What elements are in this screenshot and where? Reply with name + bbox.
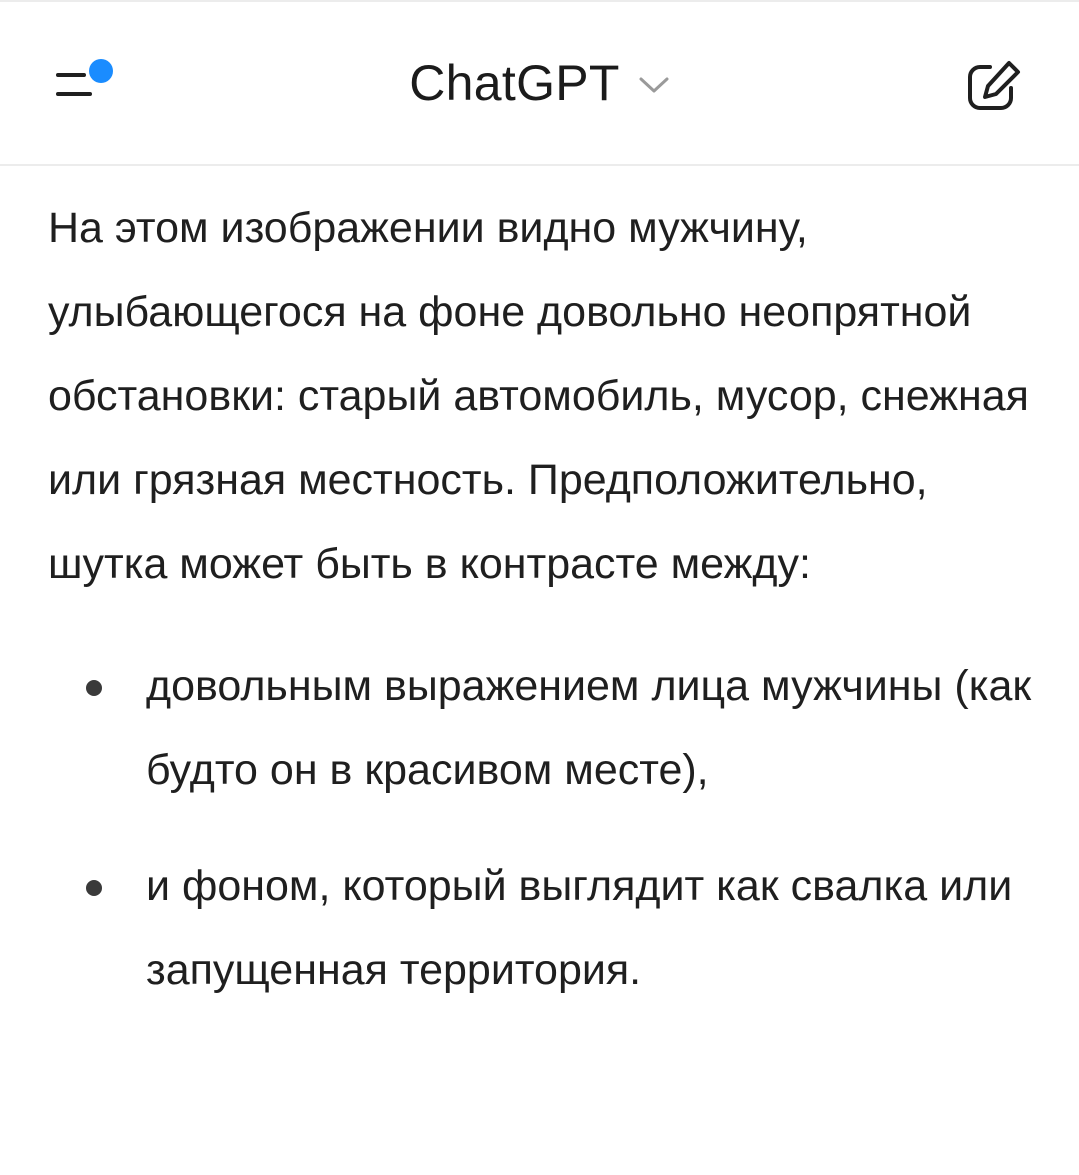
assistant-message: [48, 186, 1038, 1012]
new-chat-button[interactable]: [960, 54, 1030, 118]
app-title: ChatGPT: [409, 55, 620, 111]
model-selector[interactable]: [0, 48, 1079, 118]
list-item-text: довольным выражением лица мужчины (как будто он в красивом месте),: [146, 662, 1032, 794]
message-bullet-list: [48, 644, 1038, 1012]
message-paragraph: На этом изображении видно мужчину, улыбающегося на фоне довольно неопрятной обстановки: старый автомобиль, мусор, снежная или грязная местность. Предположительно, шутка может быть в контрасте между:: [48, 204, 1029, 588]
list-item-text: и фоном, который выглядит как свалка или запущенная территория.: [146, 862, 1013, 994]
bullet-icon: [86, 680, 102, 696]
new-chat-edit-icon: [960, 54, 1030, 118]
chevron-down-icon: [638, 75, 670, 100]
list-item: [48, 844, 1038, 1012]
bullet-icon: [86, 880, 102, 896]
top-app-bar: [0, 0, 1079, 166]
list-item: [48, 644, 1038, 812]
